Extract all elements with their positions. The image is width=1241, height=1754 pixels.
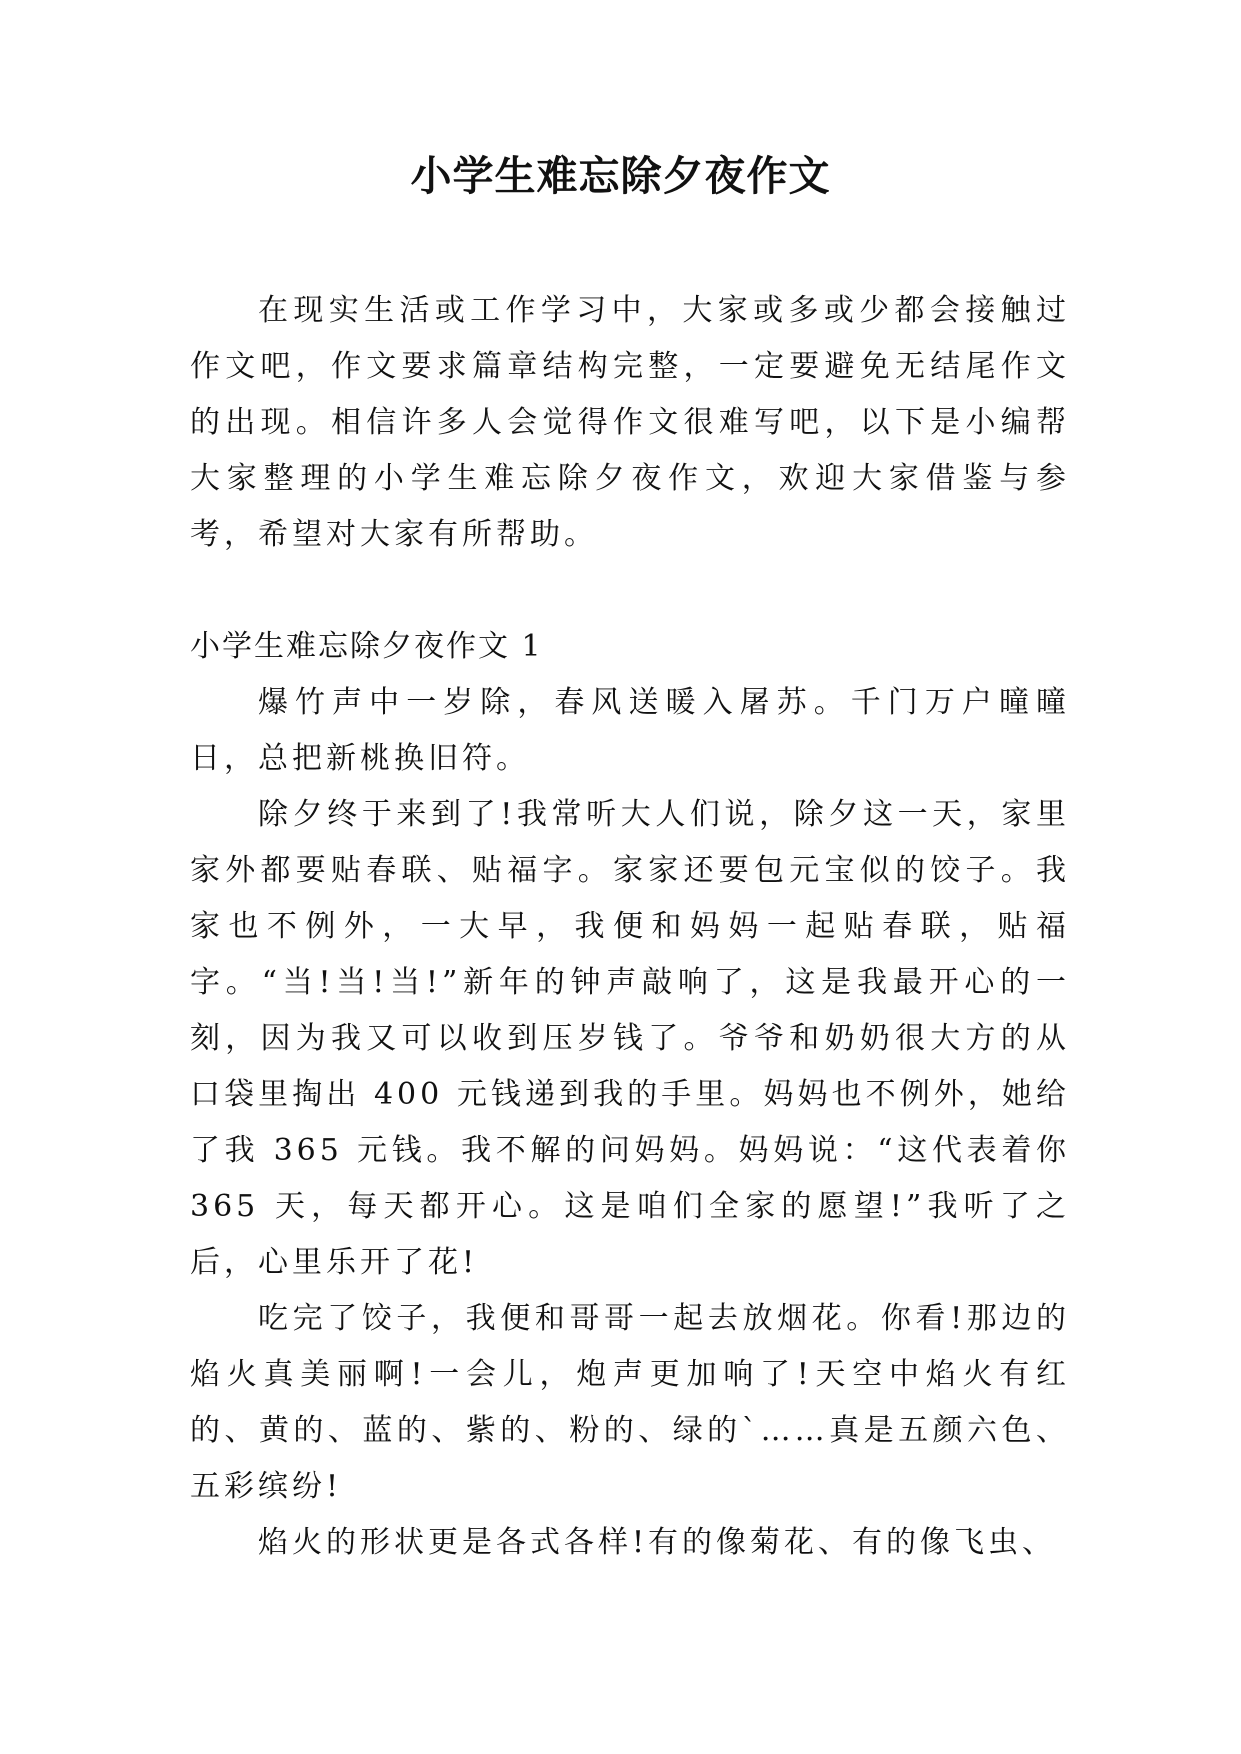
intro-paragraph: 在现实生活或工作学习中，大家或多或少都会接触过作文吧，作文要求篇章结构完整，一定要避免无结尾作文的出现。相信许多人会觉得作文很难写吧，以下是小编帮大家整理的小学生难忘除夕夜作文，欢迎大家借鉴与参考，希望对大家有所帮助。 (190, 293, 1070, 552)
spacer (190, 563, 1070, 619)
body-paragraph: 吃完了饺子，我便和哥哥一起去放烟花。你看!那边的焰火真美丽啊!一会儿，炮声更加响了!天空中焰火有红的、黄的、蓝的、紫的、粉的、绿的`……真是五颜六色、五彩缤纷! (190, 1301, 1070, 1504)
document-body (190, 283, 1070, 1571)
document-title: 小学生难忘除夕夜作文 (410, 152, 831, 200)
poem-paragraph: 爆竹声中一岁除，春风送暖入屠苏。千门万户曈曈日，总把新桃换旧符。 (190, 685, 1070, 776)
body-paragraph: 焰火的形状更是各式各样!有的像菊花、有的像飞虫、 (258, 1525, 1057, 1560)
body-paragraph: 除夕终于来到了!我常听大人们说，除夕这一天，家里家外都要贴春联、贴福字。家家还要包元宝似的饺子。我家也不例外，一大早，我便和妈妈一起贴春联，贴福字。“当!当!当!”新年的钟声敲响了，这是我最开心的一刻，因为我又可以收到压岁钱了。爷爷和奶奶很大方的从口袋里掏出 400 元钱递到我的手里。妈妈也不例外，她给了我 365 元钱。我不解的问妈妈。妈妈说：“这代表着你 365 天，每天都开心。这是咱们全家的愿望!”我听了之后，心里乐开了花! (190, 797, 1070, 1280)
section-heading: 小学生难忘除夕夜作文 1 (190, 629, 543, 664)
